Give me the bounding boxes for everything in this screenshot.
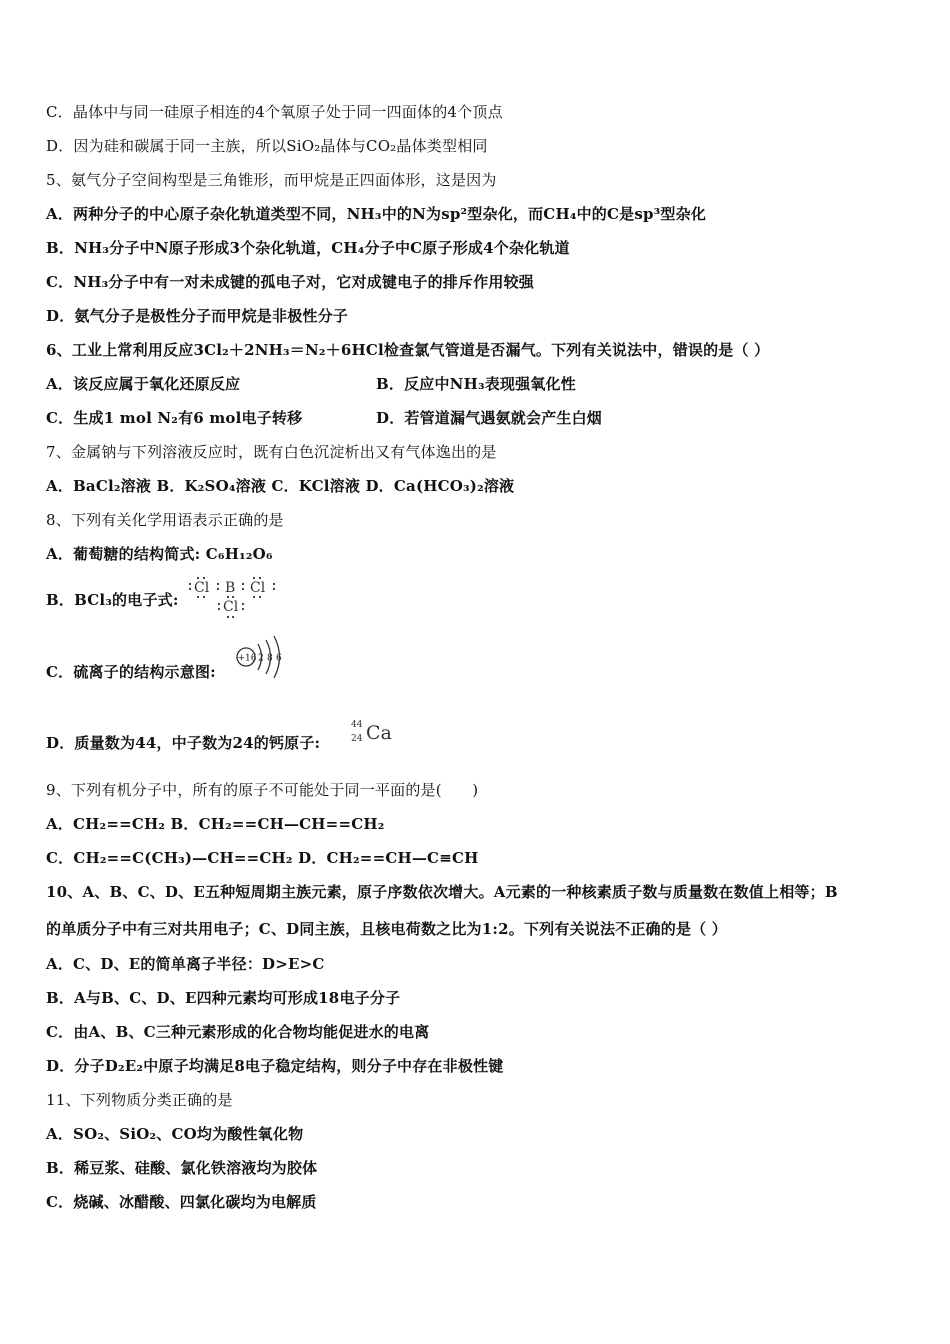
q6-option-a: A．该反应属于氧化还原反应 [46,375,241,393]
q5-option-c: C．NH₃分子中有一对未成键的孤电子对，它对成键电子的排斥作用较强 [46,273,534,291]
shell-3-electrons: 6 [276,653,282,664]
q9-options-cd: C．CH₂==C(CH₃)—CH==CH₂ D．CH₂==CH—C≡CH [46,849,479,867]
ca-atomic-number: 24 [351,734,363,744]
q10-stem-line-2: 的单质分子中有三对共用电子；C、D同主族，且核电荷数之比为1:2。下列有关说法不正确的是（ ） [46,920,727,938]
q4-option-c: C．晶体中与同一硅原子相连的4个氧原子处于同一四面体的4个顶点 [46,103,503,121]
q5-option-a: A．两种分子的中心原子杂化轨道类型不同，NH₃中的N为sp²型杂化，而CH₄中的C是sp³型杂化 [46,205,707,223]
q10-option-c: C．由A、B、C三种元素形成的化合物均能促进水的电离 [46,1023,430,1041]
q6-option-b: B．反应中NH₃表现强氧化性 [376,375,576,393]
q5-option-b: B．NH₃分子中N原子形成3个杂化轨道，CH₄分子中C原子形成4个杂化轨道 [46,239,570,257]
nucleus-charge: +16 [237,653,257,664]
bcl3-atom-cl-left: Cl [194,580,210,596]
q10-option-a: A．C、D、E的简单离子半径：D>E>C [46,955,325,973]
ca-symbol: Ca [366,722,392,744]
q8-stem: 8、下列有关化学用语表示正确的是 [46,511,284,529]
calcium-nuclide-figure [348,716,402,750]
q9-stem: 9、下列有机分子中，所有的原子不可能处于同一平面的是( ) [46,781,479,799]
q10-option-d: D．分子D₂E₂中原子均满足8电子稳定结构，则分子中存在非极性键 [46,1057,504,1075]
shell-1-electrons: 2 [258,653,264,664]
q10-option-b: B．A与B、C、D、E四种元素均可形成18电子分子 [46,989,401,1007]
bcl3-atom-b: B [225,580,236,596]
q4-option-d: D．因为硅和碳属于同一主族，所以SiO₂晶体与CO₂晶体类型相同 [46,137,488,155]
ca-mass-number: 44 [351,720,363,730]
q11-stem: 11、下列物质分类正确的是 [46,1091,233,1109]
bcl3-electron-formula-figure [186,573,282,621]
q7-options: A．BaCl₂溶液 B．K₂SO₄溶液 C．KCl溶液 D．Ca(HCO₃)₂溶液 [46,477,515,495]
q11-option-c: C．烧碱、冰醋酸、四氯化碳均为电解质 [46,1193,317,1211]
q9-options-ab: A．CH₂==CH₂ B．CH₂==CH—CH==CH₂ [46,815,385,833]
q7-stem: 7、金属钠与下列溶液反应时，既有白色沉淀析出又有气体逸出的是 [46,443,497,461]
q11-option-a: A．SO₂、SiO₂、CO均为酸性氧化物 [46,1125,304,1143]
q5-stem: 5、氨气分子空间构型是三角锥形，而甲烷是正四面体形，这是因为 [46,171,497,189]
q8-option-c: C．硫离子的结构示意图: [46,663,216,681]
q6-stem: 6、工业上常利用反应3Cl₂＋2NH₃＝N₂＋6HCl检查氯气管道是否漏气。下列有关说法中，错误的是（ ） [46,341,770,359]
bcl3-atom-cl-bottom: Cl [223,599,239,615]
q11-option-b: B．稀豆浆、硅酸、氯化铁溶液均为胶体 [46,1159,318,1177]
q6-option-c: C．生成1 mol N₂有6 mol电子转移 [46,409,303,427]
q8-option-b: B．BCl₃的电子式: [46,591,179,609]
q8-option-d: D．质量数为44，中子数为24的钙原子: [46,734,321,752]
q8-option-a: A．葡萄糖的结构简式: C₆H₁₂O₆ [46,545,273,563]
shell-2-electrons: 8 [267,653,273,664]
q10-stem-line-1: 10、A、B、C、D、E五种短周期主族元素，原子序数依次增大。A元素的一种核素质子数与质量数在数值上相等；B [46,883,838,901]
sulfur-ion-structure-figure [232,632,292,682]
bcl3-atom-cl-right: Cl [250,580,266,596]
q6-option-d: D．若管道漏气遇氨就会产生白烟 [376,409,603,427]
q5-option-d: D．氨气分子是极性分子而甲烷是非极性分子 [46,307,349,325]
